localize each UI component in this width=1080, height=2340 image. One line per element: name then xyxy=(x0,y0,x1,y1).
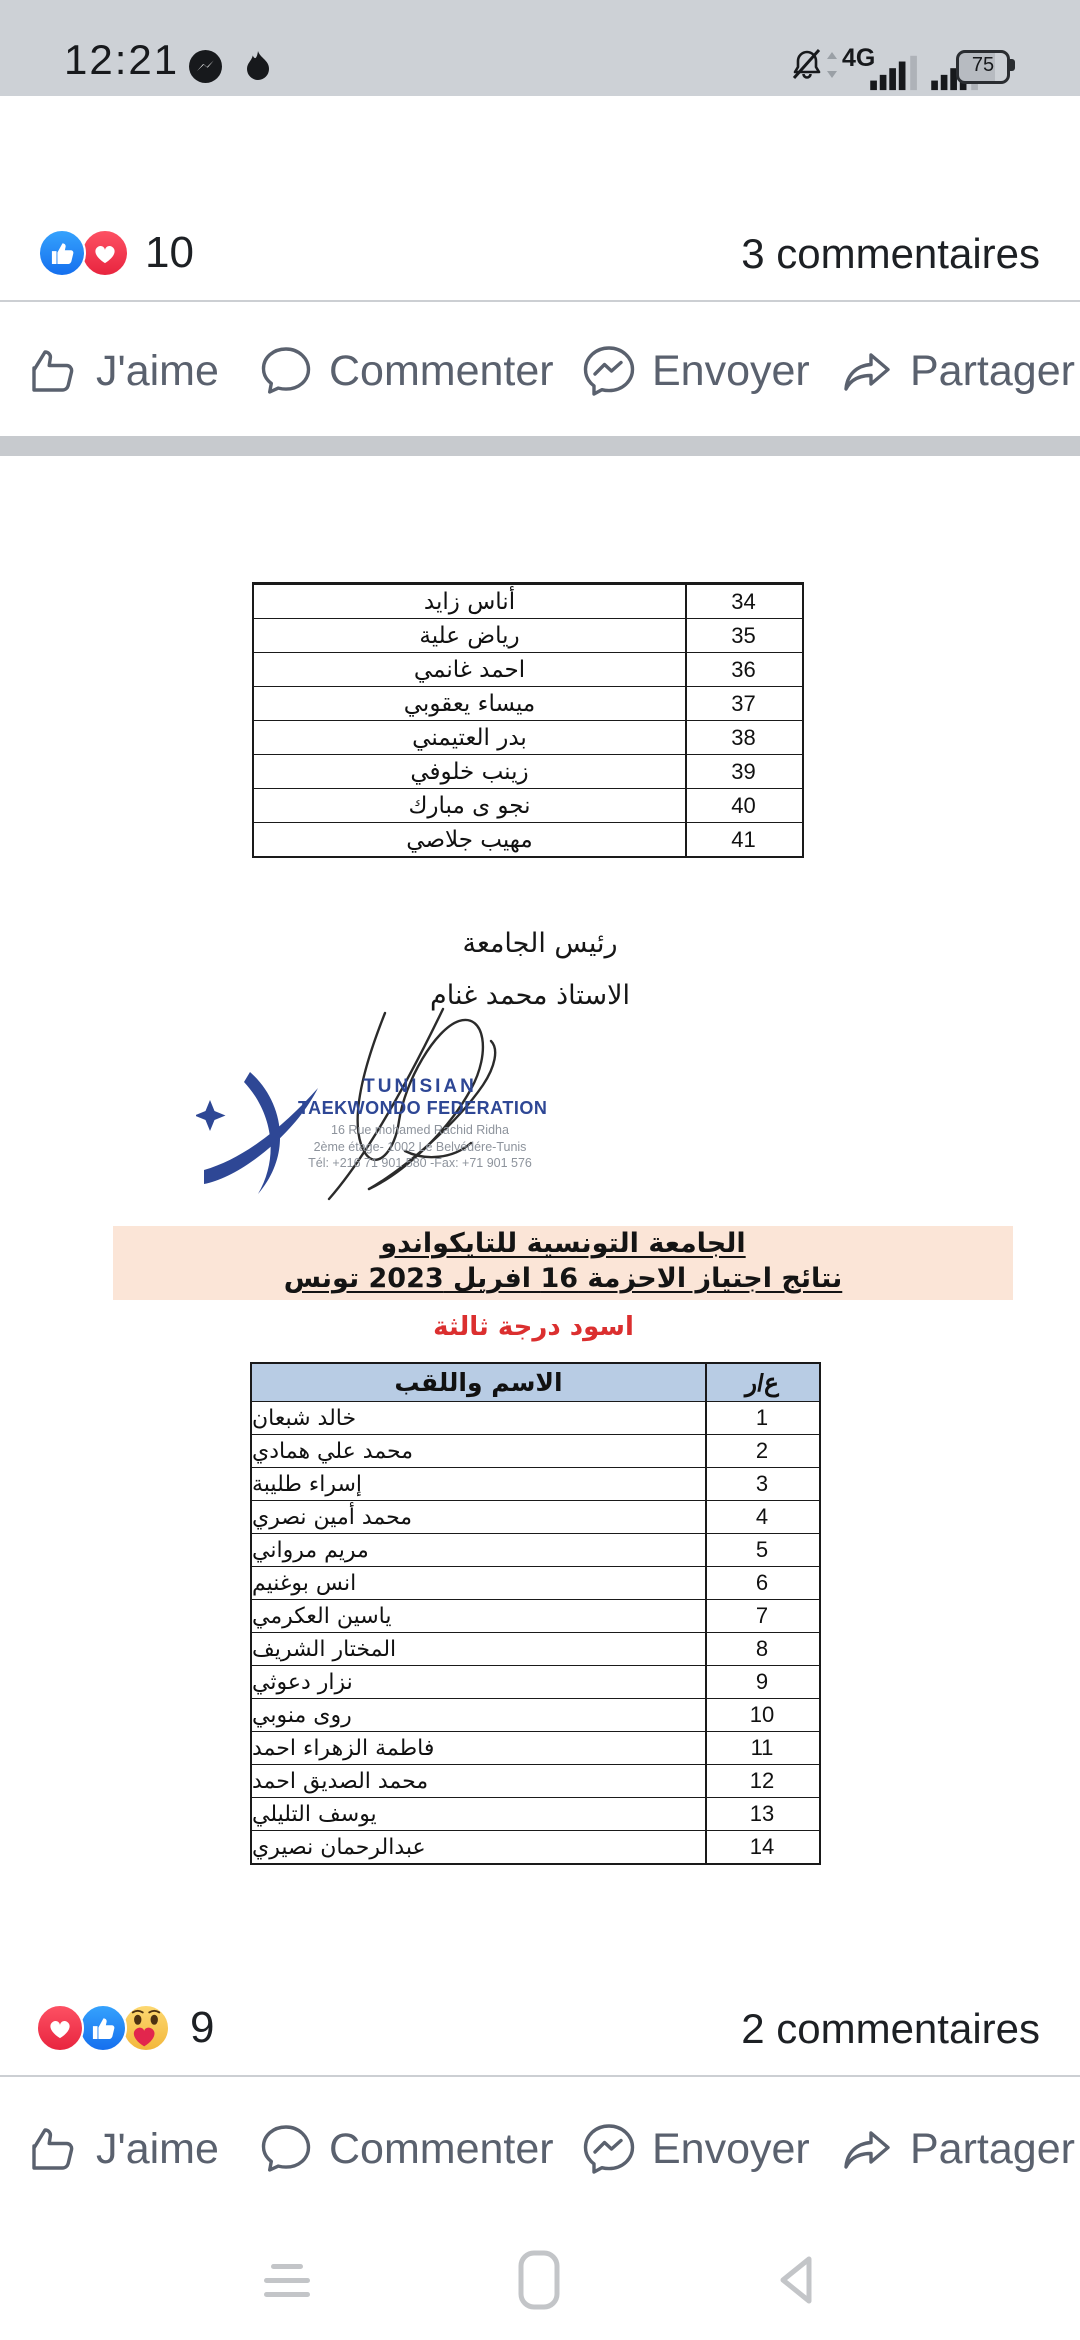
candidate-name-cell: نزار دعوثي xyxy=(252,1669,353,1695)
share-button-label: Partager xyxy=(910,2124,1075,2173)
care-reaction-badge-icon xyxy=(122,2004,170,2052)
name-column-header: الاسم واللقب xyxy=(394,1368,563,1397)
document-title-band xyxy=(113,1226,1013,1300)
send-button-label: Envoyer xyxy=(652,2124,810,2173)
network-type-label: 4G xyxy=(842,44,876,72)
share-button-label: Partager xyxy=(910,346,1075,395)
clock: 12:21 xyxy=(64,36,180,83)
table-row xyxy=(252,1434,819,1467)
recents-button[interactable] xyxy=(257,2240,317,2320)
federation-name-line1: TUNISIAN xyxy=(363,1076,477,1097)
federation-name-line2: TAEKWONDO FEDERATION xyxy=(298,1098,548,1118)
table-row xyxy=(254,584,802,618)
candidate-name-cell: زينب خلوفي xyxy=(410,758,529,785)
candidate-name-cell: محمد علي همادي xyxy=(252,1438,414,1464)
rank-cell: 6 xyxy=(705,1567,817,1599)
table-row xyxy=(254,788,802,822)
candidate-name-cell: ياسين العكرمي xyxy=(252,1603,392,1629)
messenger-notification-icon xyxy=(189,50,222,88)
candidate-name-cell: مهيب جلاصي xyxy=(406,826,533,853)
like-button[interactable] xyxy=(24,316,219,426)
candidate-name-cell: أناس زايد xyxy=(423,588,516,615)
table-row xyxy=(254,686,802,720)
comment-button[interactable] xyxy=(257,316,554,426)
rank-column-header: ع/ر xyxy=(705,1364,817,1401)
table-header-row xyxy=(252,1364,819,1401)
candidate-name-cell: رياض علية xyxy=(419,622,520,649)
table-row xyxy=(254,652,802,686)
thumbs-up-icon xyxy=(24,2120,82,2178)
table-row xyxy=(252,1665,819,1698)
battery-percent: 75 xyxy=(971,54,995,76)
thumbs-up-icon xyxy=(24,342,82,400)
candidate-name-cell: روى منوبي xyxy=(252,1702,352,1728)
share-arrow-icon xyxy=(838,342,896,400)
table-row xyxy=(254,754,802,788)
candidate-name-cell: خالد شبعان xyxy=(252,1405,357,1431)
rank-cell: 41 xyxy=(685,823,800,856)
post2-reaction-count[interactable]: 9 xyxy=(190,2003,215,2052)
table-row xyxy=(252,1632,819,1665)
table-row xyxy=(252,1698,819,1731)
signature-title: رئيس الجامعة xyxy=(462,928,618,959)
candidate-name-cell: يوسف التليلي xyxy=(252,1801,377,1827)
send-button[interactable] xyxy=(580,316,810,426)
candidate-name-cell: إسراء طليبة xyxy=(252,1471,362,1497)
notifications-muted-icon xyxy=(789,46,825,89)
rank-cell: 34 xyxy=(685,585,800,618)
candidate-name-cell: ميساء يعقوبي xyxy=(403,690,536,717)
results-table-continuation xyxy=(252,582,804,858)
comment-button-label: Commenter xyxy=(329,2124,554,2173)
rank-cell: 5 xyxy=(705,1534,817,1566)
federation-street: 16 Rue mohamed Rachid Ridha xyxy=(331,1123,509,1137)
rank-cell: 11 xyxy=(705,1732,817,1764)
belt-grade-subtitle: اسود درجة ثالثة xyxy=(433,1312,634,1342)
table-row xyxy=(252,1830,819,1863)
table-row xyxy=(252,1599,819,1632)
recents-icon xyxy=(264,2255,310,2306)
candidate-name-cell: مريم مرواني xyxy=(252,1537,369,1563)
post1-reactions-summary[interactable] xyxy=(0,226,1080,282)
table-row xyxy=(252,1533,819,1566)
table-row xyxy=(252,1401,819,1434)
rank-cell: 3 xyxy=(705,1468,817,1500)
candidate-name-cell: المختار الشريف xyxy=(252,1636,397,1662)
signature-name: الاستاذ محمد غنام xyxy=(430,980,630,1011)
candidate-name-cell: بدر العتيمني xyxy=(412,724,527,751)
rank-cell: 37 xyxy=(685,687,800,720)
rank-cell: 8 xyxy=(705,1633,817,1665)
comment-button[interactable] xyxy=(257,2094,554,2204)
document-title-line2: نتائج اجتياز الاحزمة 16 افريل 2023 تونس xyxy=(283,1263,843,1294)
candidate-name-cell: فاطمة الزهراء احمد xyxy=(252,1735,435,1761)
comment-button-label: Commenter xyxy=(329,346,554,395)
share-button[interactable] xyxy=(838,2094,1075,2204)
divider xyxy=(0,300,1080,302)
table-row xyxy=(252,1566,819,1599)
federation-city: 2ème étage- 1002 Le Belvédére-Tunis xyxy=(313,1139,527,1154)
candidate-name-cell: انس بوغنيم xyxy=(252,1570,357,1596)
messenger-icon xyxy=(580,342,638,400)
table-row xyxy=(254,822,802,856)
table-row xyxy=(252,1764,819,1797)
love-reaction-badge-icon xyxy=(81,229,129,277)
post1-action-bar xyxy=(0,316,1080,426)
love-reaction-badge-icon xyxy=(36,2004,84,2052)
table-row xyxy=(254,618,802,652)
status-bar xyxy=(0,0,1080,96)
rank-cell: 10 xyxy=(705,1699,817,1731)
rank-cell: 9 xyxy=(705,1666,817,1698)
rank-cell: 14 xyxy=(705,1831,817,1863)
home-icon xyxy=(517,2249,561,2311)
post2-document-image[interactable] xyxy=(0,456,1080,2010)
like-button[interactable] xyxy=(24,2094,219,2204)
rank-cell: 36 xyxy=(685,653,800,686)
send-button-label: Envoyer xyxy=(652,346,810,395)
table-row xyxy=(252,1797,819,1830)
android-navigation-bar xyxy=(0,2240,1080,2320)
rank-cell: 7 xyxy=(705,1600,817,1632)
table-row xyxy=(254,720,802,754)
document-title-line1: الجامعة التونسية للتايكواندو xyxy=(380,1228,746,1259)
comment-bubble-icon xyxy=(257,2120,315,2178)
federation-phone: Tél: +216 71 901 580 -Fax: +71 901 576 xyxy=(308,1156,532,1170)
like-button-label: J'aime xyxy=(96,346,219,395)
divider xyxy=(0,2075,1080,2077)
rank-cell: 2 xyxy=(705,1435,817,1467)
feed-gap-band xyxy=(0,436,1080,456)
table-row xyxy=(252,1467,819,1500)
rank-cell: 12 xyxy=(705,1765,817,1797)
like-reaction-badge-icon xyxy=(38,229,86,277)
rank-cell: 13 xyxy=(705,1798,817,1830)
messenger-icon xyxy=(580,2120,638,2178)
post1-comments-count[interactable]: 3 commentaires xyxy=(741,230,1040,277)
rank-cell: 35 xyxy=(685,619,800,652)
post2-action-bar xyxy=(0,2094,1080,2204)
comment-bubble-icon xyxy=(257,342,315,400)
rank-cell: 1 xyxy=(705,1402,817,1434)
candidate-name-cell: محمد أمين نصري xyxy=(252,1504,413,1530)
home-button[interactable] xyxy=(509,2240,569,2320)
data-activity-arrows-icon xyxy=(826,50,838,85)
like-reaction-badge-icon xyxy=(79,2004,127,2052)
rank-cell: 39 xyxy=(685,755,800,788)
results-table-body xyxy=(252,1401,819,1863)
post1-reaction-count[interactable]: 10 xyxy=(145,228,194,277)
candidate-name-cell: محمد الصديق احمد xyxy=(252,1768,429,1794)
back-button[interactable] xyxy=(765,2240,825,2320)
results-table xyxy=(250,1362,821,1865)
rank-cell: 38 xyxy=(685,721,800,754)
send-button[interactable] xyxy=(580,2094,810,2204)
federation-address-block xyxy=(298,1076,548,1172)
table-row xyxy=(252,1500,819,1533)
like-button-label: J'aime xyxy=(96,2124,219,2173)
table-row xyxy=(252,1731,819,1764)
battery-icon xyxy=(956,50,1010,84)
share-button[interactable] xyxy=(838,316,1075,426)
rank-cell: 40 xyxy=(685,789,800,822)
candidate-name-cell: عبدالرحمان نصيري xyxy=(252,1834,426,1860)
candidate-name-cell: احمد غانمي xyxy=(413,656,526,683)
rank-cell: 4 xyxy=(705,1501,817,1533)
post2-comments-count[interactable]: 2 commentaires xyxy=(741,2005,1040,2052)
candidate-name-cell: نجو ى مبارك xyxy=(408,792,531,819)
share-arrow-icon xyxy=(838,2120,896,2178)
post2-reactions-summary[interactable] xyxy=(0,2001,1080,2057)
back-triangle-icon xyxy=(773,2253,817,2307)
flame-notification-icon xyxy=(243,50,273,89)
